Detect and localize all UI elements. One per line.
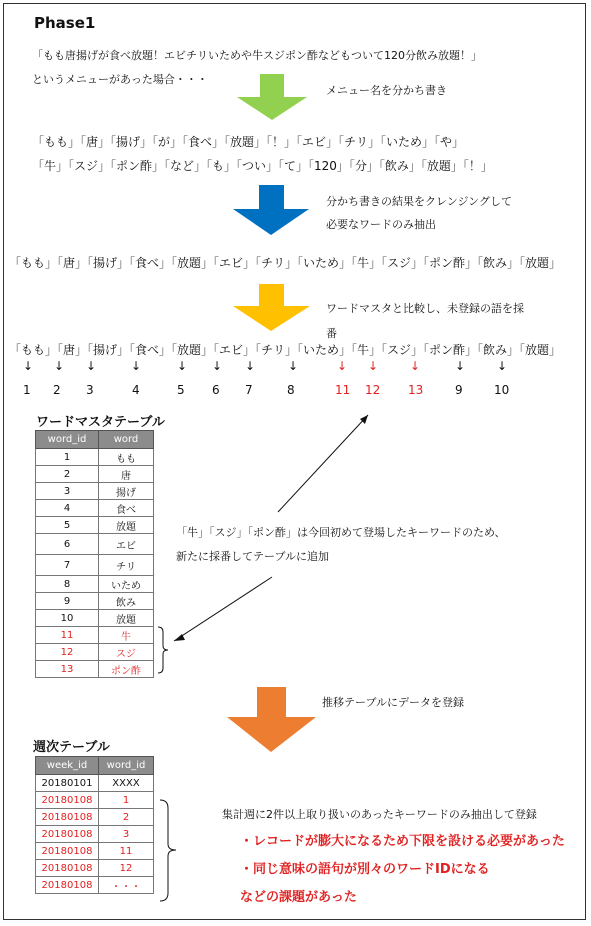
- table-row: 3 揚げ: [36, 483, 154, 500]
- assigned-id-new: 11: [335, 383, 351, 397]
- table-row: 20180101 XXXX: [36, 775, 154, 792]
- assigned-id: 3: [86, 383, 94, 397]
- intro-line-2: というメニューがあった場合・・・: [32, 73, 208, 86]
- table-row: 2 唐: [36, 466, 154, 483]
- assigned-id: 4: [132, 383, 140, 397]
- tokenized-line-2: 「牛」「スジ」「ポン酢」「など」「も」「つい」「て」「120」「分」「飲み」「放題」「！」: [32, 159, 493, 173]
- page-title: Phase1: [34, 14, 96, 32]
- table-row: 20180108 11: [36, 843, 154, 860]
- table-row: 20180108 1: [36, 792, 154, 809]
- table-row: 20180108 ・・・: [36, 877, 154, 894]
- table-row-new: 11 牛: [36, 627, 154, 644]
- weekly-rows-brace: [160, 800, 176, 901]
- id-down-arrow: ↓: [131, 359, 142, 373]
- column-header: week_id: [36, 757, 99, 775]
- assigned-id: 8: [287, 383, 295, 397]
- weekly-table: [35, 756, 154, 894]
- table-row: 20180108 2: [36, 809, 154, 826]
- table-row: 20180108 3: [36, 826, 154, 843]
- table-row: 9 飲み: [36, 593, 154, 610]
- column-header: word_id: [36, 431, 99, 449]
- new-rows-brace: [158, 627, 168, 673]
- issue-footer: などの課題があった: [240, 890, 357, 905]
- issue-item-2: ・同じ意味の語句が別々のワードIDになる: [240, 862, 490, 877]
- table-row-new: 13 ポン酢: [36, 661, 154, 678]
- id-down-arrow-new: ↓: [337, 359, 348, 373]
- table-row-new: 12 スジ: [36, 644, 154, 661]
- orange-down-arrow: [227, 687, 316, 752]
- id-down-arrow: ↓: [177, 359, 188, 373]
- assigned-id: 9: [455, 383, 463, 397]
- new-word-note-1: 「牛」「スジ」「ポン酢」は今回初めて登場したキーワードのため、: [176, 526, 506, 539]
- id-down-arrow-new: ↓: [368, 359, 379, 373]
- id-down-arrow: ↓: [288, 359, 299, 373]
- id-down-arrow: ↓: [54, 359, 65, 373]
- id-down-arrow-new: ↓: [410, 359, 421, 373]
- intro-line-1: 「もも唐揚げが食べ放題！エビチリいためや牛スジポン酢などもついて120分飲み放題！」: [32, 49, 482, 62]
- tokenized-line-1: 「もも」「唐」「揚げ」「が」「食べ」「放題」「！」「エビ」「チリ」「いため」「や」: [32, 135, 465, 149]
- table-row: 10 放題: [36, 610, 154, 627]
- assigned-id: 6: [212, 383, 220, 397]
- table-row: 5 放題: [36, 517, 154, 534]
- table-row: 1 もも: [36, 449, 154, 466]
- pointer-line-to-ids: [278, 415, 368, 512]
- id-down-arrow: ↓: [212, 359, 223, 373]
- compared-words: 「もも」「唐」「揚げ」「食べ」「放題」「エビ」「チリ」「いため」「牛」「スジ」「ポン酢」「飲み」「放題」: [9, 343, 562, 357]
- weekly-heading: 週次テーブル: [33, 740, 110, 755]
- table-row: 8 いため: [36, 576, 154, 593]
- cleansed-words: 「もも」「唐」「揚げ」「食べ」「放題」「エビ」「チリ」「いため」「牛」「スジ」「ポン酢」「飲み」「放題」: [9, 256, 562, 270]
- pointer-line-to-table: [174, 577, 272, 641]
- column-header: word_id: [99, 757, 154, 775]
- assigned-id: 2: [53, 383, 61, 397]
- id-down-arrow: ↓: [245, 359, 256, 373]
- id-down-arrow: ↓: [23, 359, 34, 373]
- new-word-note-2: 新たに採番してテーブルに追加: [176, 550, 330, 563]
- assigned-id-new: 13: [408, 383, 424, 397]
- step2-label-1: 分かち書きの結果をクレンジングして: [326, 195, 512, 208]
- table-row: 7 チリ: [36, 555, 154, 576]
- table-row: 6 エビ: [36, 534, 154, 555]
- step1-label: メニュー名を分かち書き: [326, 84, 447, 97]
- id-down-arrow: ↓: [497, 359, 508, 373]
- issue-item-1: ・レコードが膨大になるため下限を設ける必要があった: [240, 834, 565, 849]
- word-master-table: [35, 430, 154, 678]
- column-header: word: [99, 431, 154, 449]
- id-arrow-row: [0, 0, 591, 400]
- word-master-heading: ワードマスタテーブル: [36, 415, 165, 430]
- step2-label-2: 必要なワードのみ抽出: [326, 218, 436, 231]
- assigned-id: 7: [245, 383, 253, 397]
- step3-label-2: 番: [326, 327, 337, 340]
- assigned-id-new: 12: [365, 383, 381, 397]
- table-row: 20180108 12: [36, 860, 154, 877]
- step4-label: 推移テーブルにデータを登録: [322, 696, 465, 709]
- register-note: 集計週に2件以上取り扱いのあったキーワードのみ抽出して登録: [222, 808, 537, 821]
- step3-label-1: ワードマスタと比較し、未登録の語を採: [326, 302, 524, 315]
- assigned-id: 1: [23, 383, 31, 397]
- assigned-id: 10: [494, 383, 510, 397]
- assigned-id: 5: [177, 383, 185, 397]
- id-down-arrow: ↓: [455, 359, 466, 373]
- id-down-arrow: ↓: [86, 359, 97, 373]
- table-row: 4 食べ: [36, 500, 154, 517]
